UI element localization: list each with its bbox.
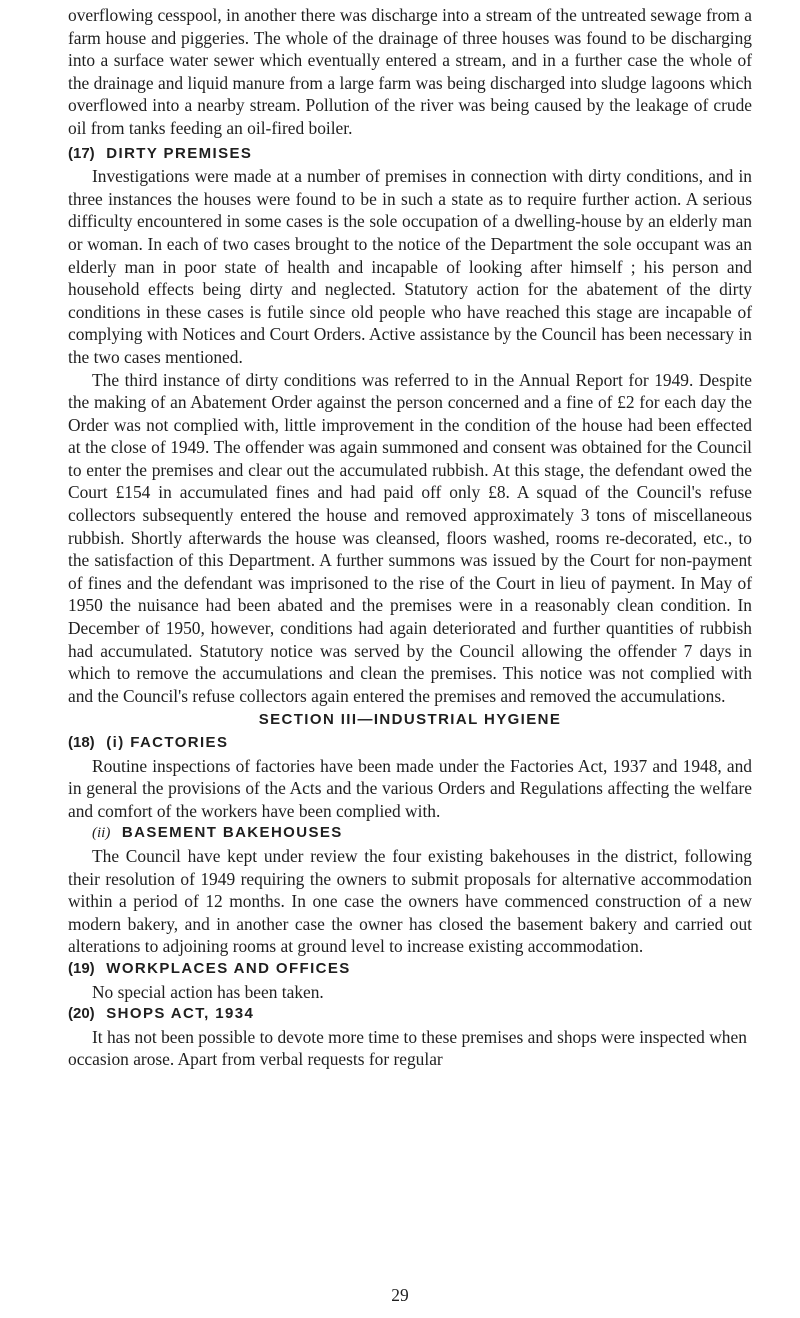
factories-paragraph: Routine inspections of factories have been made under the Factories Act, 1937 and 1948, and in general the provisions of the Acts and the various Orders and Regulations affecting the welfare and comfort of the workers have been complied with.: [68, 755, 752, 821]
section-number: (19): [68, 959, 95, 977]
section-3-title: SECTION III—INDUSTRIAL HYGIENE: [258, 711, 562, 729]
dirty-premises-paragraph-2: The third instance of dirty conditions was referred to in the Annual Report for 1949. Despite the making of an Abatement Order against the person concerned and a fine of £2 for each day the Order was not complied with, little improvement in the condition of the house had been effected at the close of 1949. The offender was again summoned and consent was obtained for the Council to enter the premises and clear out the accumulated rubbish. At this stage, the defendant owed the Court £154 in accumulated fines and had paid off only £8. A squad of the Council's refuse collectors subsequently entered the house and removed approximately 3 tons of miscellaneous rubbish. Shortly afterwards the house was cleansed, floors washed, rooms re-decorated, etc., to the satisfaction of this Department. A further summons was issued by the Court for non-payment of fines and the defendant was imprisoned to the rise of the Court in lieu of payment. In May of 1950 the nuisance had been abated and the premises were in a reasonably clean condition. In December of 1950, however, conditions had again deteriorated and further quantities of rubbish had accumulated. Statutory notice was served by the Council allowing the offender 7 days in which to remove the accumulations and clean the premises. This notice was not complied with and the Council's refuse collectors again entered the premises and removed the accumulations.: [68, 369, 752, 706]
subsection-title: FACTORIES: [130, 734, 229, 751]
heading-basement-bakehouses: [68, 822, 752, 845]
heading-dirty-premises: [68, 143, 752, 166]
shops-act-paragraph: It has not been possible to devote more time to these premises and shops were inspected when occasion arose. Apart from verbal requests for regular: [68, 1026, 747, 1070]
dirty-premises-paragraph-1: Investigations were made at a number of premises in connection with dirty conditions, and in three instances the houses were found to be in such a state as to require further action. A serious difficulty encountered in some cases is the sole occupation of a dwelling-house by an elderly man or woman. In each of two cases brought to the notice of the Department the sole occupant was an elderly man in poor state of health and incapable of looking after himself ; his person and household effects being dirty and neglected. Statutory action for the abatement of the dirty conditions in these cases is futile since old people who have reached this stage are incapable of complying with Notices and Court Orders. Active assistance by the Council has been necessary in the two cases mentioned.: [68, 166, 752, 367]
section-number: (20): [68, 1005, 95, 1023]
subsection-label: (i): [106, 734, 125, 751]
bakehouses-paragraph: The Council have kept under review the four existing bakehouses in the district, following their resolution of 1949 requiring the owners to submit proposals for alternative accommodation within a period of 12 months. In one case the owners have commenced construction of a new modern bakery, and in another case the owner has closed the basement bakery and carried out alterations to adjoining rooms at ground level to increase existing accommodation.: [68, 845, 752, 957]
heading-shops-act: [68, 1003, 752, 1026]
page-content: [68, 4, 752, 1071]
intro-paragraph: overflowing cesspool, in another there was discharge into a stream of the untreated sewage from a farm house and piggeries. The whole of the drainage of three houses was found to be discharging into a surface water sewer which eventually entered a stream, and in a further case the whole of the drainage and liquid manure from a large farm was being discharged into sludge lagoons which overflowed into a nearby stream. Pollution of the river was being caused by the leakage of crude oil from tanks feeding an oil-fired boiler.: [68, 5, 752, 138]
subsection-title: BASEMENT BAKEHOUSES: [121, 824, 343, 842]
page-number: 29: [391, 1285, 409, 1305]
section-title: DIRTY PREMISES: [106, 144, 253, 162]
subsection-label: (ii): [92, 825, 111, 842]
section-number: (18): [68, 734, 95, 751]
section-number: (17): [68, 144, 95, 162]
heading-workplaces-offices: [68, 958, 752, 981]
heading-factories: [68, 732, 752, 755]
workplaces-paragraph: No special action has been taken.: [92, 981, 324, 1002]
section-title: WORKPLACES AND OFFICES: [106, 959, 351, 977]
section-title: SHOPS ACT, 1934: [106, 1005, 255, 1023]
